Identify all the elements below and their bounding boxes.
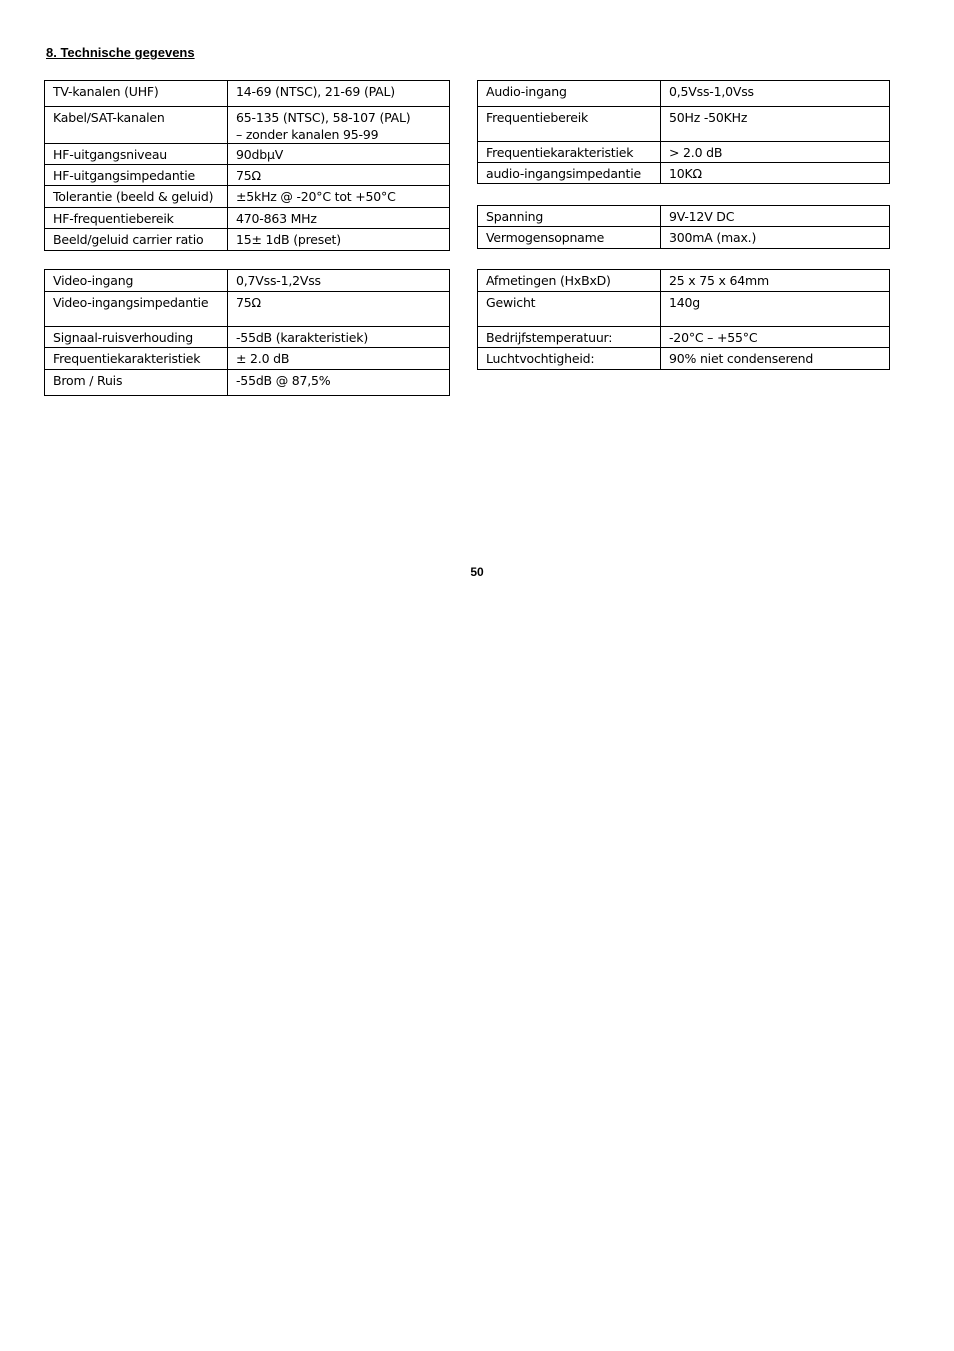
table-row — [45, 348, 450, 370]
table-row — [478, 327, 890, 348]
table-row — [478, 227, 890, 249]
table-row — [45, 229, 450, 251]
spec-label: Kabel/SAT-kanalen — [45, 107, 228, 144]
spec-value: 75Ω — [228, 165, 450, 186]
spec-value: ±5kHz @ -20°C tot +50°C — [228, 186, 450, 208]
spec-label: Video-ingang — [45, 270, 228, 292]
table-row — [45, 144, 450, 165]
spec-label: Signaal-ruisverhouding — [45, 327, 228, 348]
spec-value: 0,5Vss-1,0Vss — [661, 81, 890, 107]
spec-label: Tolerantie (beeld & geluid) — [45, 186, 228, 208]
table-row — [478, 270, 890, 292]
spec-value: 25 x 75 x 64mm — [661, 270, 890, 292]
spec-value: 90% niet condenserend — [661, 348, 890, 370]
spec-label: Spanning — [478, 206, 661, 227]
table-row — [45, 165, 450, 186]
spec-label: Beeld/geluid carrier ratio — [45, 229, 228, 251]
table-row — [45, 81, 450, 107]
spec-label: Gewicht — [478, 292, 661, 327]
table-row — [45, 208, 450, 229]
table-row — [478, 142, 890, 163]
table-row — [45, 186, 450, 208]
spec-value: 470-863 MHz — [228, 208, 450, 229]
spec-value: 300mA (max.) — [661, 227, 890, 249]
spec-value: -55dB @ 87,5% — [228, 370, 450, 396]
spec-label: Brom / Ruis — [45, 370, 228, 396]
spec-value: 50Hz -50KHz — [661, 107, 890, 142]
spec-value: 140g — [661, 292, 890, 327]
spec-label: HF-frequentiebereik — [45, 208, 228, 229]
spec-value: 0,7Vss-1,2Vss — [228, 270, 450, 292]
spec-label: HF-uitgangsimpedantie — [45, 165, 228, 186]
spec-value: ± 2.0 dB — [228, 348, 450, 370]
spec-value: 10KΩ — [661, 163, 890, 184]
table-row — [45, 107, 450, 144]
spec-label: Frequentiekarakteristiek — [45, 348, 228, 370]
spec-value: 9V-12V DC — [661, 206, 890, 227]
spec-label: audio-ingangsimpedantie — [478, 163, 661, 184]
rf-spec-table — [44, 80, 450, 251]
spec-label: Bedrijfstemperatuur: — [478, 327, 661, 348]
table-row — [478, 81, 890, 107]
spec-label: Frequentiebereik — [478, 107, 661, 142]
table-row — [45, 370, 450, 396]
spec-value: 65-135 (NTSC), 58-107 (PAL) – zonder kanalen 95-99 — [228, 107, 450, 144]
table-row — [45, 292, 450, 327]
spec-label: HF-uitgangsniveau — [45, 144, 228, 165]
table-row — [478, 292, 890, 327]
spec-value: -55dB (karakteristiek) — [228, 327, 450, 348]
audio-spec-table — [477, 80, 890, 184]
power-spec-table — [477, 205, 890, 249]
spec-label: Frequentiekarakteristiek — [478, 142, 661, 163]
section-heading: 8. Technische gegevens — [46, 45, 195, 60]
spec-label: Luchtvochtigheid: — [478, 348, 661, 370]
spec-value: 15± 1dB (preset) — [228, 229, 450, 251]
table-row — [45, 327, 450, 348]
spec-label: Video-ingangsimpedantie — [45, 292, 228, 327]
spec-value: 90dbμV — [228, 144, 450, 165]
spec-label: Afmetingen (HxBxD) — [478, 270, 661, 292]
video-spec-table — [44, 269, 450, 396]
physical-spec-table — [477, 269, 890, 370]
table-row — [478, 348, 890, 370]
table-row — [478, 163, 890, 184]
table-row — [478, 206, 890, 227]
spec-value: > 2.0 dB — [661, 142, 890, 163]
table-row — [478, 107, 890, 142]
spec-value: 75Ω — [228, 292, 450, 327]
spec-label: TV-kanalen (UHF) — [45, 81, 228, 107]
spec-value: 14-69 (NTSC), 21-69 (PAL) — [228, 81, 450, 107]
table-row — [45, 270, 450, 292]
spec-label: Vermogensopname — [478, 227, 661, 249]
spec-label: Audio-ingang — [478, 81, 661, 107]
spec-value: -20°C – +55°C — [661, 327, 890, 348]
page-number: 50 — [470, 565, 484, 579]
